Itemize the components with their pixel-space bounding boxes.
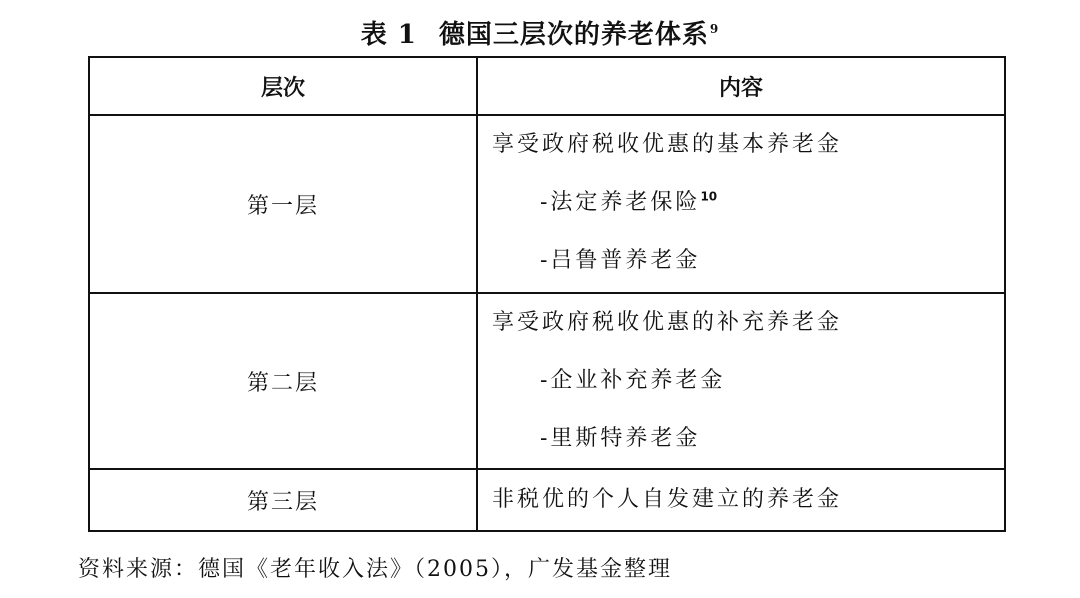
pension-system-table: [88, 56, 1006, 532]
source-note: 资料来源：德国《老年收入法》（2005），广发基金整理: [78, 557, 672, 582]
content-item: -吕鲁普养老金: [540, 248, 701, 273]
content-item-text: -法定养老保险: [540, 190, 701, 215]
table-header-row: [89, 57, 1005, 115]
table-row: [89, 115, 1005, 293]
content-item: -里斯特养老金: [540, 426, 701, 451]
footnote-ref-9: 9: [709, 22, 720, 37]
content-item: -企业补充养老金: [540, 368, 726, 393]
header-content: 内容: [477, 57, 1005, 115]
content-main: 非税优的个人自发建立的养老金: [492, 487, 843, 512]
table-number: 表 1: [360, 20, 417, 50]
table-title: [0, 14, 1080, 51]
layer-cell: 第三层: [89, 469, 477, 531]
header-layer: 层次: [89, 57, 477, 115]
content-item: [478, 174, 1004, 232]
content-cell: [477, 469, 1005, 531]
footnote-ref-10: 10: [700, 189, 718, 204]
layer-cell: 第二层: [89, 293, 477, 469]
layer-cell: 第一层: [89, 115, 477, 293]
content-main: 享受政府税收优惠的补充养老金: [492, 310, 843, 335]
content-cell: [477, 115, 1005, 293]
table-row: [89, 293, 1005, 469]
content-cell: [477, 293, 1005, 469]
table-title-text: 德国三层次的养老体系: [438, 20, 709, 50]
content-main: 享受政府税收优惠的基本养老金: [492, 132, 843, 157]
table-row: [89, 469, 1005, 531]
